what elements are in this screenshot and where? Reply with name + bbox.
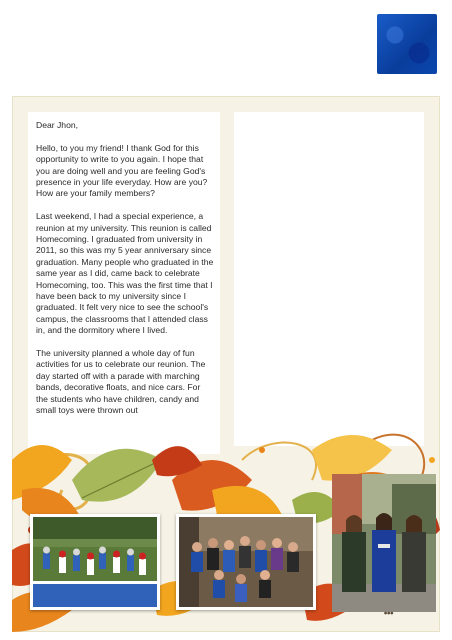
letter-paragraph-2: Last weekend, I had a special experience, a reunion at my university. This reunion is called Homecoming. I graduated from university in 2011, so this was my 5 year anniversary since graduation. Many people who graduated in the same year as I did, came back to celebrate Homecoming, too. This was the first time that I have been back to my university since I graduated. It felt very nice to see the school's campus, the classrooms that I attended class in, and the dormitory where I lived. [36,211,214,336]
alumni-group-photo [176,514,316,610]
football-photo [30,514,160,610]
letter-body [28,112,220,454]
three-women-photo [332,474,436,612]
blank-writing-box [234,112,424,446]
letter-paragraph-1: Hello, to you my friend! I thank God for this opportunity to write to you again. I hope that you are doing well and you are feeling God's presence in your life everyday. How are you? How are your family members? [36,142,208,199]
letter-paragraph-3: The university planned a whole day of fun activities for us to celebrate our reunion. The day started off with a parade with marching bands, decorative floats, and nice cars. For the students who have children, candy and small toys were thrown out [36,348,206,416]
blue-stamp [377,14,437,74]
letter-greeting: Dear Jhon, [36,120,79,130]
photo-caption: ●●● [384,611,394,615]
